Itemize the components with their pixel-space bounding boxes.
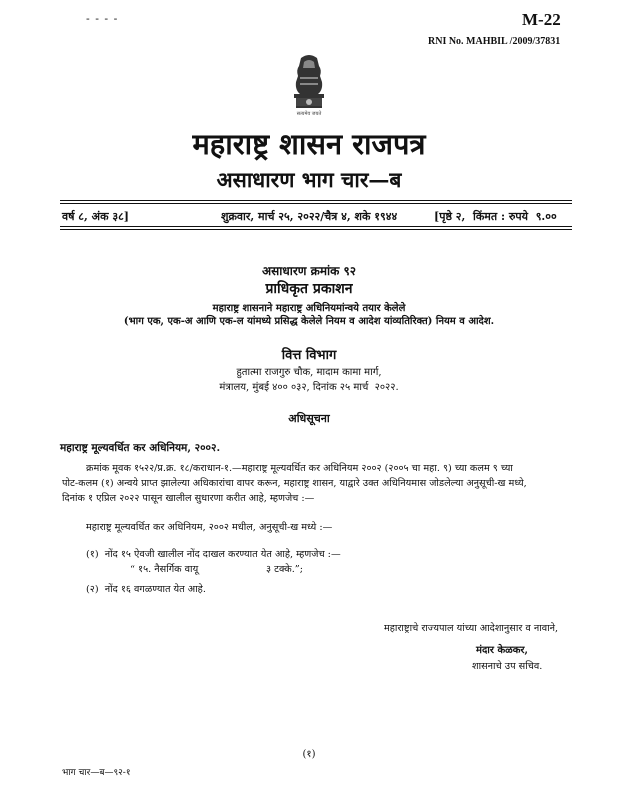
act-title: महाराष्ट्र मूल्यवर्धित कर अधिनियम, २००२. <box>60 442 221 454</box>
department-address-2: मंत्रालय, मुंबई ४०० ०३२, दिनांक २५ मार्च २०२२. <box>219 382 399 393</box>
paragraph-1-line-1: क्रमांक मूवक १५२२/प्र.क्र. १८/कराधान-१.—महाराष्ट्र मूल्यवर्धित कर अधिनियम २००२ (२००५ चा महा. ९) च्या कलम ९ च्या <box>86 463 513 474</box>
signatory-designation: शासनाचे उप सचिव. <box>472 661 543 672</box>
publication-line-1: महाराष्ट्र शासनाने महाराष्ट्र अधिनियमांन्वये तयार केलेले <box>212 303 406 314</box>
entry-rate: ३ टक्के.”; <box>266 564 304 575</box>
order-line: महाराष्ट्राचे राज्यपाल यांच्या आदेशानुसार व नावाने, <box>384 623 559 634</box>
emblem-motto: सत्यमेव जयते <box>296 111 322 117</box>
authorized-publication: प्राधिकृत प्रकाशन <box>265 281 353 297</box>
signatory-name: मंदार केळकर, <box>476 645 528 656</box>
publication-line-2: (भाग एक, एक-अ आणि एक-ल यांमध्ये प्रसिद्ध केलेले नियम व आदेश यांव्यतिरिक्त) नियम व आदेश. <box>123 316 495 327</box>
volume-issue: वर्ष ८, अंक ३८] <box>62 210 130 223</box>
extraordinary-number: असाधारण क्रमांक ९२ <box>261 264 356 278</box>
amendment-item-2: (२) नोंद १६ वगळण्यात येत आहे. <box>86 584 206 595</box>
amendment-item-1: (१) नोंद १५ ऐवजी खालील नोंद दाखल करण्यात येत आहे, म्हणजेच :— <box>86 549 341 560</box>
rni-number: RNI No. MAHBIL /2009/37831 <box>428 36 561 47</box>
top-rule-double <box>60 203 572 204</box>
paragraph-1-line-3: दिनांक १ एप्रिल २०२२ पासून खालील सुधारणा करीत आहे, म्हणजेच :— <box>62 493 315 504</box>
gazette-code: M-22 <box>522 10 561 29</box>
footer-code: भाग चार—ब—९२-१ <box>62 768 131 778</box>
paragraph-1-line-2: पोट-कलम (१) अन्वये प्राप्त झालेल्या अधिकारांचा वापर करून, महाराष्ट्र शासन, याद्वारे उक्त अधिनियमास जोडलेल्या अनुसूची-ख मध्ये, <box>62 478 527 489</box>
notification-heading: अधिसूचना <box>288 412 330 425</box>
page-number: (१) <box>302 749 316 760</box>
bottom-rule-double <box>60 229 572 230</box>
department-address-1: हुतात्मा राजगुरु चौक, मादाम कामा मार्ग, <box>236 367 382 378</box>
gazette-subtitle: असाधारण भाग चार—ब <box>216 167 402 192</box>
gazette-title: महाराष्ट्र शासन राजपत्र <box>192 127 426 161</box>
pages-price: [पृष्ठे २, किंमत : रुपये ९.०० <box>434 210 557 223</box>
publication-date: शुक्रवार, मार्च २५, २०२२/चैत्र ४, शके १९४४ <box>221 210 398 223</box>
department-name: वित्त विभाग <box>281 348 337 363</box>
bottom-rule <box>60 226 572 227</box>
top-left-mark: - - - - <box>86 12 119 25</box>
entry-item: “ १५. नैसर्गिक वायू <box>130 564 199 575</box>
paragraph-2: महाराष्ट्र मूल्यवर्धित कर अधिनियम, २००२ मधील, अनुसूची-ख मध्ये :— <box>86 522 333 533</box>
top-rule <box>60 200 572 201</box>
